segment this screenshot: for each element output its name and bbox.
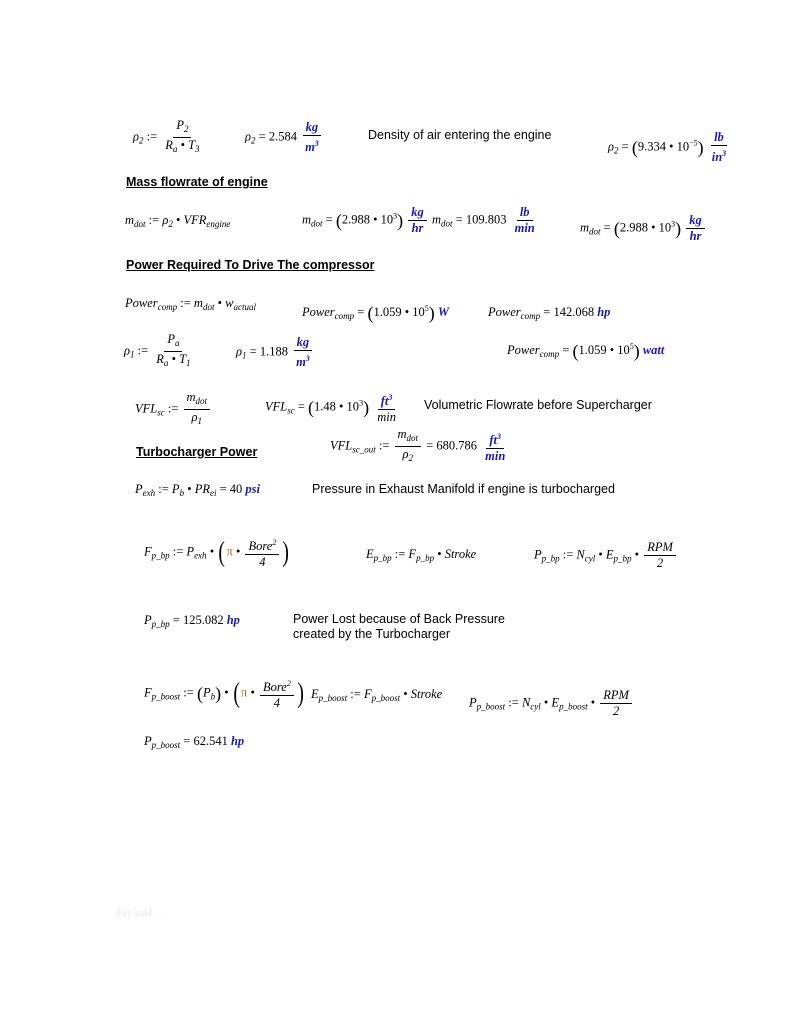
- power-comp-result-watt: Power$_{comp}$ = (1.059 • $10^5$) watt: [507, 341, 665, 361]
- vfl-sc-result: $VFL_{sc} = (1.48$ • $10^3$) $\frac{ft^3}{\min}$: [265, 390, 401, 425]
- rho1-definition: $\rho_1$ := $\frac{P_a}{R_a • T_1}$: [124, 332, 191, 368]
- vfl-sc-definition: $VFL_{sc}$ := $\frac{m_{dot}}{\rho_1}$: [135, 390, 212, 429]
- vfl-sc-out-definition: $VFL_{sc\_out}$ := $\frac{m_{dot}}{\rho_2}$ = 680.786 $\frac{ft^3}{\min}$: [330, 427, 506, 463]
- mdot-result-kg-hr-2: $m_{dot} = (2.988$ • $10^3$) $\frac{kg}{hr}$: [580, 213, 707, 244]
- rho2-result: $\rho_2 = 2.584$ $\frac{kg}{m^3}$: [245, 120, 324, 155]
- vfl-sc-description: Volumetric Flowrate before Supercharger: [424, 398, 652, 412]
- ppboost-result: $P_{p\_boost} = 62.541$ hp: [144, 734, 245, 750]
- mass-flowrate-heading: Mass flowrate of engine: [126, 175, 268, 189]
- ppbp-definition: $P_{p\_bp}$ := $N_{cyl}$ • $E_{p\_bp}$ • $\frac{\text{RPM}}{2}$: [534, 540, 678, 571]
- rho2-description: Density of air entering the engine: [368, 128, 552, 142]
- power-comp-result-w: Power$_{comp}$ = (1.059 • $10^5$) W: [302, 303, 449, 323]
- power-comp-result-hp: Power$_{comp}$ = 142.068 hp: [488, 305, 611, 321]
- fpbp-definition: $F_{p\_bp}$ := $P_{exh}$ • (π • $\frac{Bore^2}{4}$ ): [144, 536, 290, 569]
- turbocharger-heading: Turbocharger Power: [136, 445, 258, 459]
- mdot-result-lb-min: $m_{dot} = 109.803$ $\frac{lb}{\min}$: [432, 205, 535, 235]
- epbp-definition: $E_{p\_bp}$ := $F_{p\_bp}$ • Stroke: [366, 547, 477, 563]
- mdot-definition: $m_{dot}$ := $\rho_2$ • $VFR_{engine}$: [125, 213, 231, 229]
- rho1-result: $\rho_1 = 1.188$ $\frac{kg}{m^3}$: [236, 335, 315, 370]
- epboost-definition: $E_{p\_boost}$ := $F_{p\_boost}$ • Stroke: [311, 687, 443, 703]
- pexh-description: Pressure in Exhaust Manifold if engine is turbocharged: [312, 482, 615, 496]
- power-comp-definition: Power$_{comp}$ := $m_{dot}$ • $w_{actual}$: [125, 296, 256, 312]
- rho2-alt-result: $\rho_2 = (9.334$ • $10^{-5}$) $\frac{lb}{in^3}$: [608, 130, 727, 164]
- power-compressor-heading: Power Required To Drive The compressor: [126, 258, 375, 272]
- pexh-definition: $P_{exh}$ := $P_b$ • $PR_{ei} = 40$ psi: [135, 482, 261, 498]
- ppbp-result: $P_{p\_bp} = 125.082$ hp: [144, 613, 240, 629]
- ppbp-description: Power Lost because of Back Pressure created by the Turbocharger: [293, 612, 505, 641]
- faint-footer-text: Pay load ...: [117, 908, 162, 919]
- mdot-result-kg-hr: $m_{dot} = (2.988$ • $10^3$) $\frac{kg}{hr}$: [302, 205, 429, 236]
- fpboost-definition: $F_{p\_boost}$ := $(P_b)$ • (π • $\frac{Bore^2}{4}$ ): [144, 677, 304, 710]
- rho2-definition: $\rho_2$ := $\frac{P_2}{R_a • T_3}$: [133, 118, 200, 154]
- ppboost-definition: $P_{p\_boost}$ := $N_{cyl}$ • $E_{p\_boost}$ • $\frac{\text{RPM}}{2}$: [469, 688, 634, 719]
